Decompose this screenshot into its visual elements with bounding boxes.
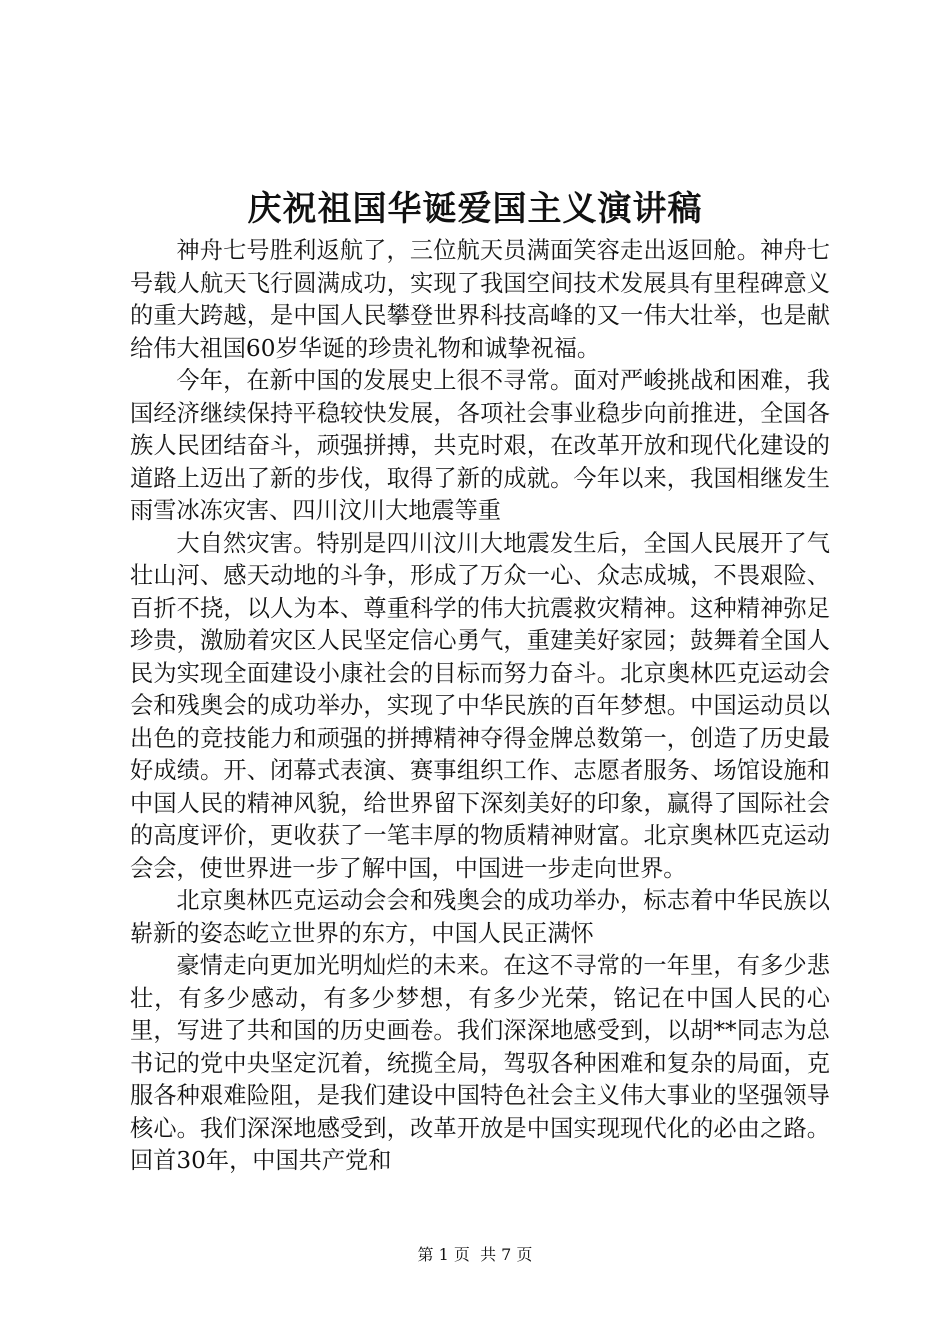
paragraph-1: 神舟七号胜利返航了，三位航天员满面笑容走出返回舱。神舟七号载人航天飞行圆满成功，实现了我国空间技术发展具有里程碑意义的重大跨越，是中国人民攀登世界科技高峰的又一伟大壮举，也是献给伟大祖国60岁华诞的珍贵礼物和诚挚祝福。 [130, 237, 830, 362]
paragraph-4: 北京奥林匹克运动会会和残奥会的成功举办，标志着中华民族以崭新的姿态屹立世界的东方，中国人民正满怀 [130, 887, 830, 947]
paragraph-2: 今年，在新中国的发展史上很不寻常。面对严峻挑战和困难，我国经济继续保持平稳较快发展，各项社会事业稳步向前推进，全国各族人民团结奋斗，顽强拼搏，共克时艰，在改革开放和现代化建设的道路上迈出了新的步伐，取得了新的成就。今年以来，我国相继发生雨雪冰冻灾害、四川汶川大地震等重 [130, 367, 830, 524]
page-number-label: 第 1 页 共 7 页 [417, 1245, 533, 1264]
paragraph-5: 豪情走向更加光明灿烂的未来。在这不寻常的一年里，有多少悲壮，有多少感动，有多少梦想，有多少光荣，铭记在中国人民的心里，写进了共和国的历史画卷。我们深深地感受到，以胡**同志为总书记的党中央坚定沉着，统揽全局，驾驭各种困难和复杂的局面，克服各种艰难险阻，是我们建设中国特色社会主义伟大事业的坚强领导核心。我们深深地感受到，改革开放是中国实现现代化的必由之路。回首30年，中国共产党和 [130, 952, 830, 1174]
document-title: 庆祝祖国华诞爱国主义演讲稿 [247, 189, 703, 229]
paragraph-3: 大自然灾害。特别是四川汶川大地震发生后，全国人民展开了气壮山河、感天动地的斗争，形成了万众一心、众志成城，不畏艰险、百折不挠，以人为本、尊重科学的伟大抗震救灾精神。这种精神弥足珍贵，激励着灾区人民坚定信心勇气，重建美好家园；鼓舞着全国人民为实现全面建设小康社会的目标而努力奋斗。北京奥林匹克运动会会和残奥会的成功举办，实现了中华民族的百年梦想。中国运动员以出色的竞技能力和顽强的拼搏精神夺得金牌总数第一，创造了历史最好成绩。开、闭幕式表演、赛事组织工作、志愿者服务、场馆设施和中国人民的精神风貌，给世界留下深刻美好的印象，赢得了国际社会的高度评价，更收获了一笔丰厚的物质精神财富。北京奥林匹克运动会会，使世界进一步了解中国，中国进一步走向世界。 [130, 529, 830, 882]
page-footer [0, 1244, 950, 1266]
document-body [130, 235, 830, 1178]
